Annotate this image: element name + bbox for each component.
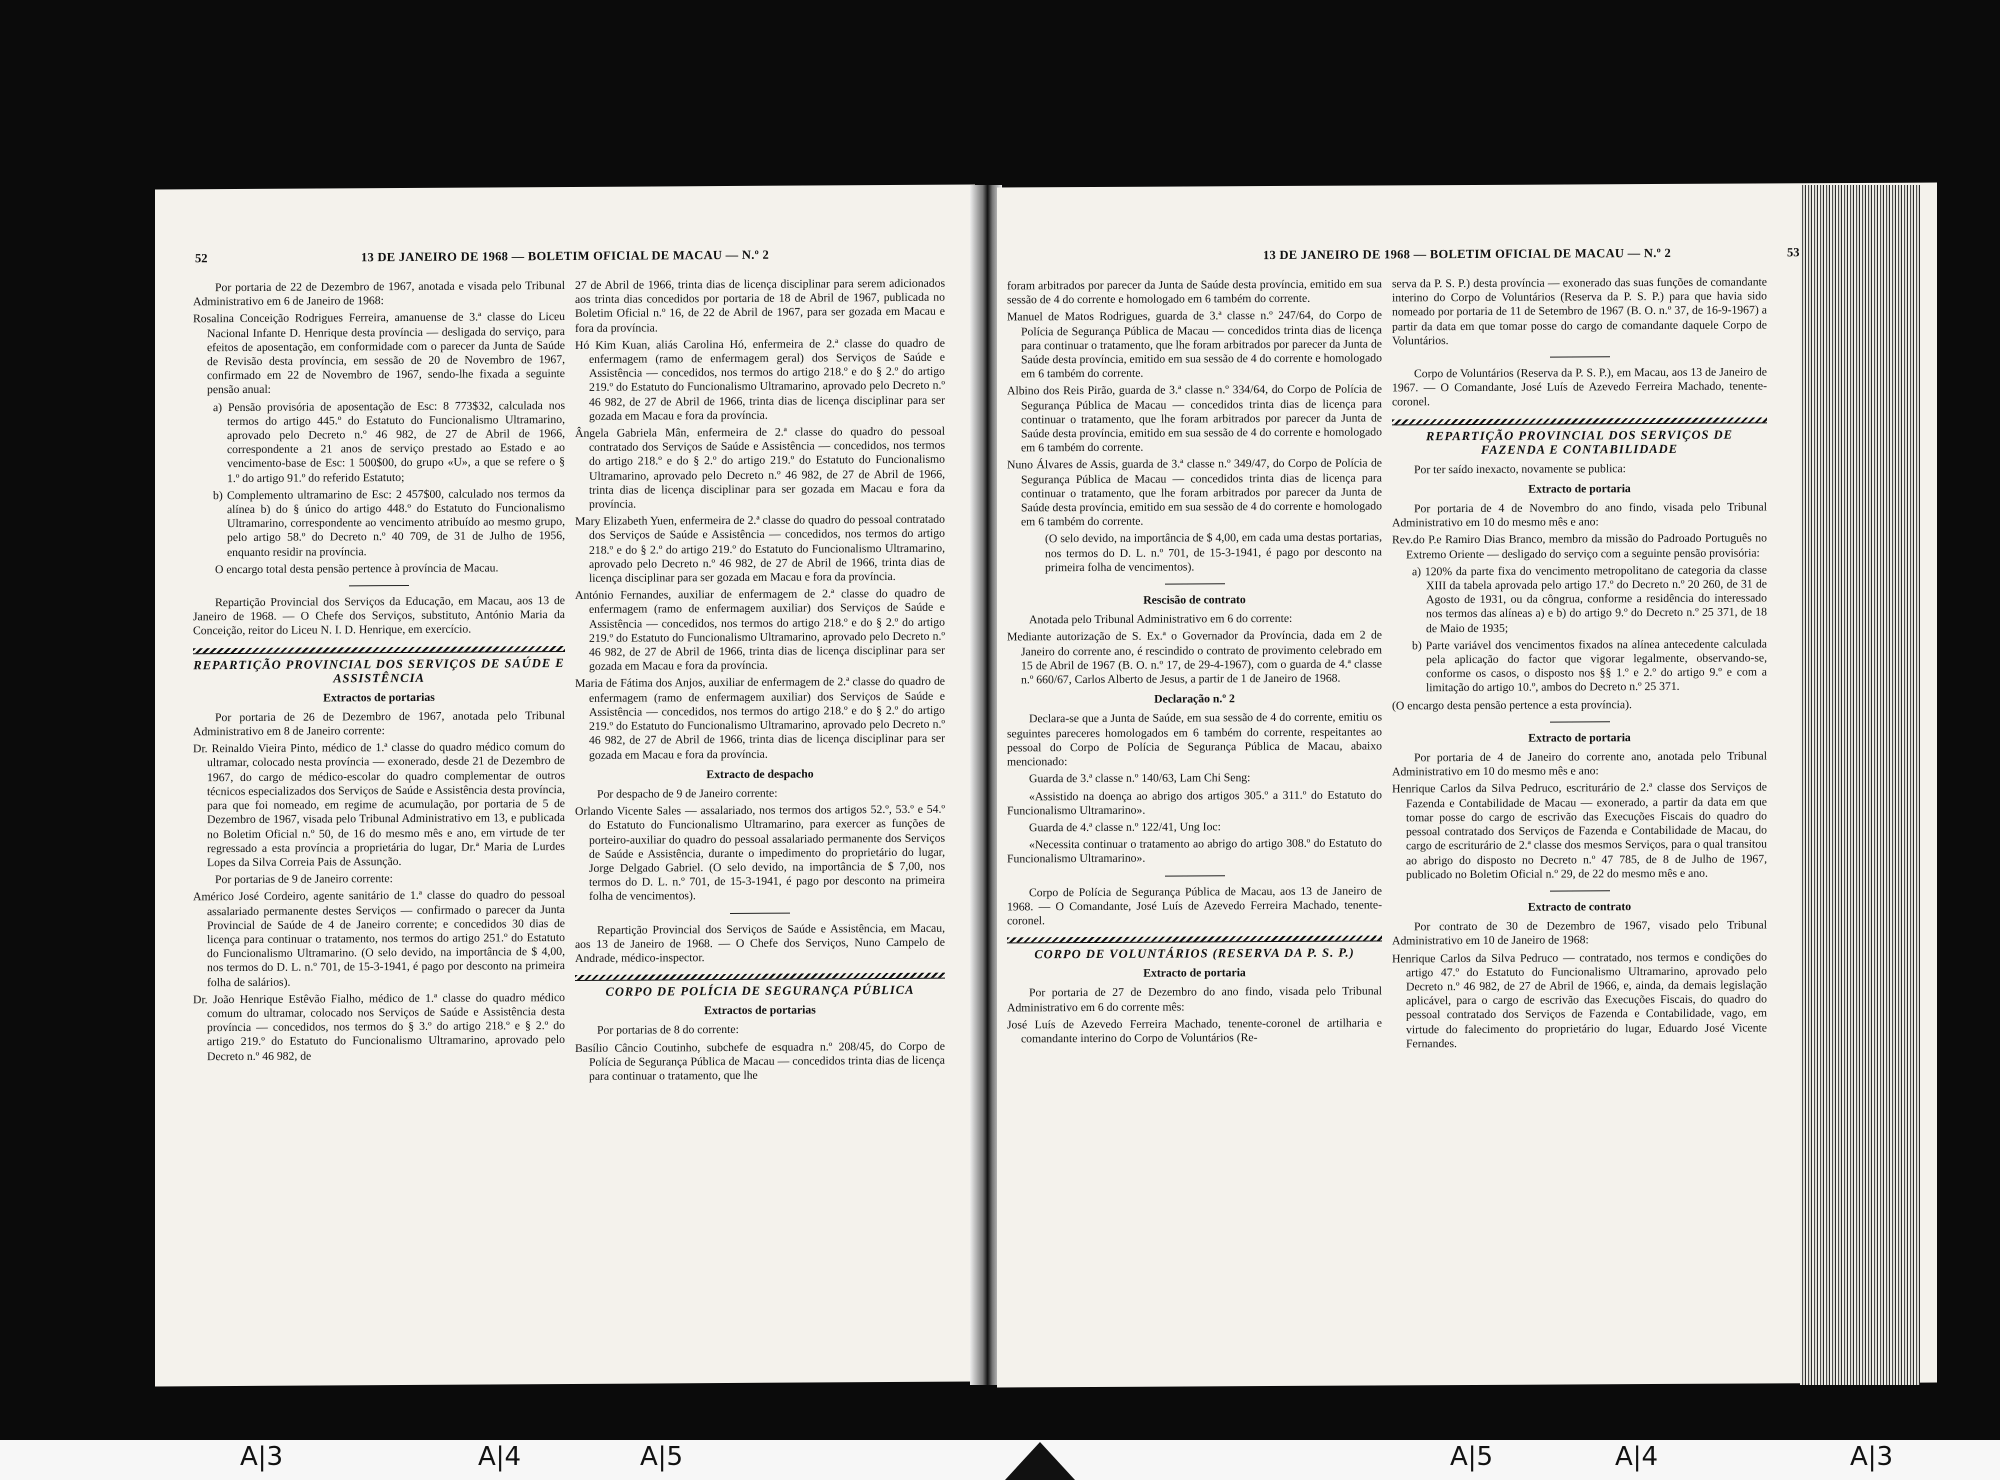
subheading: Extracto de portaria	[1528, 731, 1631, 745]
running-title: 13 DE JANEIRO DE 1968 — BOLETIM OFICIAL DE MACAU — N.º 2	[1262, 245, 1672, 263]
paragraph: Dr. João Henrique Estêvão Fialho, médico de 1.ª classe do quadro médico comum do ultramar, colocado nos Serviços de Saúde e Assistência desta província — concedidos, nos termos do § 3.º do artigo 218.º e § 2.º do artigo 219.º do Estatuto do Funcionalismo Ultramarino, aprovado pelo Decreto n.º 46 982, de	[193, 990, 565, 1063]
film-mark: A|3	[240, 1442, 284, 1472]
paragraph: 27 de Abril de 1966, trinta dias de licença disciplinar para serem adicionados aos trinta dias concedidos por portaria de 18 de Abril de 1967, publicada no Boletim Oficial n.º 16, de 22 de Abril de 1967, para ser gozada em Macau e fora da província.	[575, 276, 945, 335]
divider	[730, 912, 790, 913]
signature-paragraph: Repartição Provincial dos Serviços de Saúde e Assistência, em Macau, aos 13 de Janeiro de 1968. — O Chefe dos Serviços, Nuno Campelo de Andrade, médico-inspector.	[575, 921, 945, 965]
running-head	[997, 245, 1937, 274]
ornamental-divider	[1392, 417, 1767, 425]
paragraph: Declara-se que a Junta de Saúde, em sua sessão de 4 do corrente, emitiu os seguintes pareceres homologados em 6 também do corrente, respeitantes ao pessoal do Corpo de Polícia de Segurança Pública de Macau, abaixo mencionado:	[1007, 710, 1382, 769]
paragraph: Orlando Vicente Sales — assalariado, nos termos dos artigos 52.º, 53.º e 54.º do Estatuto do Funcionalismo Ultramarino, para exercer as funções de porteiro-auxiliar do quadro do pessoal assalariado permanente dos Serviços de Saúde e Assistência, durante o impedimento do proprietário do lugar, Jorge Delgado Gabriel. (O selo devido, na importância de $ 7,00, nos termos do D. L. n.º 701, de 15-3-1941, é pago por desconto na primeira folha de vencimentos).	[575, 802, 945, 904]
subheading: Extractos de portarias	[323, 690, 435, 705]
paragraph: Basílio Câncio Coutinho, subchefe de esquadra n.º 208/45, do Corpo de Polícia de Segurança Pública de Macau — concedidos trinta dias de licença para continuar o tratamento, que lhe	[575, 1039, 945, 1083]
paragraph: Anotada pelo Tribunal Administrativo em 6 do corrente:	[1029, 612, 1293, 627]
paragraph: Henrique Carlos da Silva Pedruco — contratado, nos termos e condições do artigo 47.º do Estatuto do Funcionalismo Ultramarino, aprovado pelo Decreto n.º 46 982, de 27 de Abril de 1966, e, ainda, da demais legislação aplicável, para o cargo de escrivão das Execuções Fiscais, do quadro do pessoal contratado dos Serviços de Fazenda e Contabilidade, vago, em virtude do falecimento do proprietário do lugar, Eduardo José Vicente Fernandes.	[1392, 949, 1767, 1051]
subheading: Extracto de despacho	[706, 767, 814, 781]
paragraph: Américo José Cordeiro, agente sanitário de 1.ª classe do quadro do pessoal assalariado permanente destes Serviços — confirmado o parecer da Junta Provincial de Saúde de 4 de Janeiro corrente; e concedidos 30 dias de licença para continuar o tratamento, nos termos do artigo 251.º do Estatuto do Funcionalismo Ultramarino. (O selo devido, na importância de $ 4,00, nos termos do D. L. n.º 701, de 15-3-1941, é pago por desconto na primeira folha de salários).	[193, 888, 565, 989]
divider	[1550, 890, 1610, 891]
paragraph: Por ter saído inexacto, novamente se publica:	[1414, 461, 1626, 476]
right-column-2	[1392, 275, 1767, 1054]
section-heading: CORPO DE POLÍCIA DE SEGURANÇA PÚBLICA	[605, 983, 915, 999]
paragraph: serva da P. S. P.) desta província — exonerado das suas funções de comandante interino do Corpo de Voluntários (Reserva da P. S. P.) para que havia sido nomeado por portaria de 11 de Setembro de 1967 (B. O. n.º 37, de 16-9-1967) a partir da data em que tomar posse do cargo de comandante daquele Corpo de Voluntários.	[1392, 275, 1767, 348]
arrow-up-icon	[1005, 1442, 1075, 1480]
paragraph: Ângela Gabriela Mân, enfermeira de 2.ª classe do quadro do pessoal contratado dos Serviços de Saúde e Assistência — concedidos, nos termos do artigo 218.º e do § 2.º do artigo 219.º do Estatuto do Funcionalismo Ultramarino, aprovado pelo Decreto n.º 46 982, de 27 de Abril de 1966, trinta dias de licença disciplinar para ser gozada em Macau e fora da província.	[575, 424, 945, 511]
quote: «Assistido na doença ao abrigo dos artigos 305.º a 311.º do Estatuto do Funcionalismo Ultramarino».	[1007, 787, 1382, 818]
paragraph: O encargo total desta pensão pertence à província de Macau.	[215, 561, 499, 576]
film-strip	[0, 1440, 2000, 1480]
paragraph: Por despacho de 9 de Janeiro corrente:	[597, 786, 778, 801]
page-edges	[1800, 185, 1920, 1385]
paragraph: Por portarias de 9 de Janeiro corrente:	[215, 872, 393, 887]
divider	[349, 585, 409, 586]
left-page	[155, 184, 975, 1386]
subheading: Extracto de portaria	[1143, 966, 1246, 980]
running-title: 13 DE JANEIRO DE 1968 — BOLETIM OFICIAL DE MACAU — N.º 2	[360, 247, 770, 265]
paragraph: (O selo devido, na importância de $ 4,00, em cada uma destas portarias, nos termos do D. L. n.º 701, de 15-3-1941, é pago por desconto na primeira folha de vencimentos).	[1045, 530, 1382, 575]
paragraph: Albino dos Reis Pirão, guarda de 3.ª classe n.º 334/64, do Corpo de Polícia de Segurança Pública de Macau — concedidos trinta dias de licença para continuar o tratamento, que lhe foram arbitrados por parecer da Junta de Saúde desta província, emitido em sua sessão de 4 do corrente e homologado em 6 também do corrente.	[1007, 382, 1382, 455]
film-mark: A|5	[640, 1442, 684, 1472]
subheading: Rescisão de contrato	[1143, 593, 1246, 607]
paragraph: Por portaria de 27 de Dezembro do ano findo, visada pelo Tribunal Administrativo em 6 do corrente mês:	[1007, 984, 1382, 1014]
film-mark: A|5	[1450, 1442, 1494, 1472]
paragraph: foram arbitrados por parecer da Junta de Saúde desta província, emitido em sua sessão de 4 do corrente e homologado em 6 também do corrente.	[1007, 277, 1382, 307]
subheading: Extracto de portaria	[1528, 481, 1631, 496]
ornamental-divider	[193, 646, 565, 654]
list-item: b) Parte variável dos vencimentos fixados na alínea antecedente calculada pela aplicação do factor que vigorar legalmente, observando-se, conforme os casos, o disposto nos §§ 1.º e 2.º do artigo 9.º e com a limitação do artigo 10.º, ambos do Decreto n.º 25 371.	[1412, 637, 1767, 695]
paragraph: Mary Elizabeth Yuen, enfermeira de 2.ª classe do quadro do pessoal contratado dos Serviços de Saúde e Assistência — concedidos, nos termos do artigo 218.º e do § 2.º do artigo 219.º do Estatuto do Funcionalismo Ultramarino, aprovado pelo Decreto n.º 46 982, de 27 de Abril de 1966, trinta dias de licença disciplinar para ser gozada em Macau e fora da província.	[575, 512, 945, 585]
open-bulletin	[150, 185, 1950, 1385]
film-mark: A|3	[1850, 1442, 1894, 1472]
subheading: Extracto de contrato	[1527, 900, 1632, 914]
subheading: Declaração n.º 2	[1154, 692, 1235, 706]
paragraph: Manuel de Matos Rodrigues, guarda de 3.ª classe n.º 247/64, do Corpo de Polícia de Segurança Pública de Macau — concedidos trinta dias de licença para continuar o tratamento, que lhe foram arbitrados por parecer da Junta de Saúde desta província, emitido em sua sessão de 4 do corrente e homologado em 6 também do corrente.	[1007, 308, 1382, 381]
paragraph: (O encargo desta pensão pertence a esta província).	[1392, 697, 1632, 713]
paragraph: Nuno Álvares de Assis, guarda de 3.ª classe n.º 349/47, do Corpo de Polícia de Segurança Pública de Macau — concedidos trinta dias de licença para continuar o tratamento, que lhe foram arbitrados por parecer da Junta de Saúde desta província, emitido em sua sessão de 4 do corrente e homologado em 6 também do corrente.	[1007, 456, 1382, 529]
list-item: b) Complemento ultramarino de Esc: 2 457$00, calculado nos termos da alínea b) do § único do artigo 448.º do Estatuto do Funcionalismo Ultramarino, correspondente ao vencimento atribuído ao mesmo grupo, pelo artigo 58.º do Decreto n.º 40 709, de 31 de Julho de 1956, enquanto residir na província.	[213, 486, 565, 559]
paragraph: Dr. Reinaldo Vieira Pinto, médico de 1.ª classe do quadro médico comum do ultramar, colocado nesta província — exonerado, desde 21 de Dezembro de 1967, do cargo de médico-escolar do quadro complementar de outros técnicos especializados dos Serviços de Saúde e Assistência desta província, para que foi nomeado, em regime de acumulação, por portaria de 5 de Dezembro de 1967, visada pelo Tribunal Administrativo em 13, e publicada no Boletim Oficial n.º 50, de 16 do mesmo mês e ano, em virtude de ter regressado a esta província a proprietária do lugar, Dr.ª Maria de Lurdes Lopes da Silva Correia Pais de Assunção.	[193, 740, 565, 870]
film-mark: A|4	[478, 1442, 522, 1472]
list-item: a) Pensão provisória de aposentação de Esc: 8 773$32, calculada nos termos do artigo 445.º do Estatuto do Funcionalismo Ultramarino, aprovado pelo Decreto n.º 46 982, de 27 de Abril de 1966, correspondente a 21 anos de serviço prestado ao Estado e ao vencimento-base de Esc: 1 500$00, do grupo «U», a que se refere o § 1.º do artigo 91.º do referido Estatuto;	[213, 398, 565, 485]
paragraph: Guarda de 3.ª classe n.º 140/63, Lam Chi Seng:	[1029, 771, 1251, 786]
list-item: a) 120% da parte fixa do vencimento metropolitano de categoria da classe XIII da tabela aprovada pelo artigo 17.º do Decreto n.º 20 260, de 31 de Agosto de 1931, ou da côngrua, conforme a residência do interessado nos termos das alíneas a) e b) do artigo 9.º do Decreto n.º 25 371, de 18 de Maio de 1935;	[1412, 563, 1767, 635]
ornamental-divider	[1007, 936, 1382, 944]
paragraph: Por portaria de 26 de Dezembro de 1967, anotada pelo Tribunal Administrativo em 8 de Janeiro corrente:	[193, 708, 565, 739]
paragraph: José Luís de Azevedo Ferreira Machado, tenente-coronel de artilharia e comandante interino do Corpo de Voluntários (Re-	[1007, 1016, 1382, 1046]
paragraph: Guarda de 4.ª classe n.º 122/41, Ung Ioc:	[1029, 820, 1221, 835]
paragraph: Rev.do P.e Ramiro Dias Branco, membro da missão do Padroado Português no Extremo Oriente — desligado do serviço com a seguinte pensão provisória:	[1392, 531, 1767, 561]
section-heading: REPARTIÇÃO PROVINCIAL DOS SERVIÇOS DE SAÚDE E ASSISTÊNCIA	[193, 655, 565, 686]
paragraph: Mediante autorização de S. Ex.ª o Governador da Província, dada em 2 de Janeiro do corrente ano, é rescindido o contrato de provimento celebrado em 15 de Abril de 1967 (B. O. n.º 17, de 29-4-1967), com o guarda de 4.ª classe n.º 660/67, Carlos Alberto de Jesus, a partir de 1 de Janeiro de 1968.	[1007, 628, 1382, 687]
film-mark: A|4	[1615, 1442, 1659, 1472]
section-heading: REPARTIÇÃO PROVINCIAL DOS SERVIÇOS DE FAZENDA E CONTABILIDADE	[1426, 427, 1733, 457]
signature-paragraph: Corpo de Polícia de Segurança Pública de Macau, aos 13 de Janeiro de 1968. — O Comandante, José Luís de Azevedo Ferreira Machado, tenente-coronel.	[1007, 883, 1382, 928]
page-number: 53	[1787, 245, 1800, 260]
divider	[1550, 721, 1610, 722]
right-page	[997, 183, 1937, 1388]
left-column-1	[193, 279, 565, 1067]
divider	[1165, 583, 1225, 584]
paragraph: Hó Kim Kuan, aliás Carolina Hó, enfermeira de 2.ª classe do quadro de enfermagem (ramo de enfermagem geral) dos Serviços de Saúde e Assistência — concedidos, nos termos do artigo 218.º e do § 2.º do artigo 219.º do Estatuto do Funcionalismo Ultramarino, aprovado pelo Decreto n.º 46 982, de 27 de Abril de 1966, trinta dias de licença disciplinar para ser gozada em Macau e fora da província.	[575, 336, 945, 423]
right-column-1	[1007, 277, 1382, 1049]
page-number: 52	[195, 251, 208, 266]
running-head	[155, 246, 975, 275]
ornamental-divider	[575, 973, 945, 981]
signature-paragraph: Corpo de Voluntários (Reserva da P. S. P.), em Macau, aos 13 de Janeiro de 1967. — O Comandante, José Luís de Azevedo Ferreira Machado, tenente-coronel.	[1392, 365, 1767, 409]
paragraph: Henrique Carlos da Silva Pedruco, escriturário de 2.ª classe dos Serviços de Fazenda e Contabilidade de Macau — exonerado, a partir da data em que tomar posse do cargo de escrivão das Execuções Fiscais do quadro do pessoal contratado dos Serviços de Fazenda e Contabilidade de Macau, do cargo de escriturário de 2.ª classe dos mesmos Serviços, para o qual transitou ao abrigo do disposto no Decreto n.º 47 785, de 8 de Julho de 1967, publicado no Boletim Oficial n.º 29, de 22 do mesmo mês e ano.	[1392, 780, 1767, 882]
paragraph: Maria de Fátima dos Anjos, auxiliar de enfermagem de 2.ª classe do quadro de enfermagem (ramo de enfermagem auxiliar) dos Serviços de Saúde e Assistência — concedidos, nos termos do artigo 218.º e do § 2.º do artigo 219.º do Estatuto do Funcionalismo Ultramarino, aprovado pelo Decreto n.º 46 982, de 27 de Abril de 1966, trinta dias de licença disciplinar para ser gozada em Macau e fora da província.	[575, 675, 945, 762]
paragraph: Por portaria de 4 de Janeiro do corrente ano, anotada pelo Tribunal Administrativo em 10 do mesmo mês e ano:	[1392, 749, 1767, 779]
section-heading: CORPO DE VOLUNTÁRIOS (RESERVA DA P. S. P.)	[1034, 945, 1355, 962]
subheading: Extractos de portarias	[704, 1003, 816, 1018]
paragraph: Rosalina Conceição Rodrigues Ferreira, amanuense de 3.ª classe do Liceu Nacional Infante D. Henrique desta província — desligada do serviço, para efeitos de aposentação, em conformidade com o parecer da Junta de Saúde de Revisão desta província, em sessão de 20 de Novembro de 1967, confirmado em 22 de Novembro de 1967, sendo-lhe fixada a seguinte pensão anual:	[193, 310, 565, 397]
paragraph: Por portaria de 22 de Dezembro de 1967, anotada e visada pelo Tribunal Administrativo em 6 de Janeiro de 1968:	[193, 279, 565, 309]
quote: «Necessita continuar o tratamento ao abrigo do artigo 308.º do Estatuto do Funcionalismo Ultramarino».	[1007, 836, 1382, 866]
paragraph: Por portaria de 4 de Novembro do ano findo, visada pelo Tribunal Administrativo em 10 do mesmo mês e ano:	[1392, 500, 1767, 530]
paragraph: António Fernandes, auxiliar de enfermagem de 2.ª classe do quadro de enfermagem (ramo de enfermagem auxiliar) dos Serviços de Saúde e Assistência — concedidos, nos termos do artigo 218.º e do § 2.º do artigo 219.º do Estatuto do Funcionalismo Ultramarino, aprovado pelo Decreto n.º 46 982, de 27 de Abril de 1966, trinta dias de licença disciplinar para ser gozada em Macau e fora da província.	[575, 586, 945, 674]
paragraph: Por contrato de 30 de Dezembro de 1967, visado pelo Tribunal Administrativo em 10 de Janeiro de 1968:	[1392, 918, 1767, 948]
signature-paragraph: Repartição Provincial dos Serviços da Educação, em Macau, aos 13 de Janeiro de 1968. — O Chefe dos Serviços, substituto, António Maria da Conceição, reitor do Liceu N. I. D. Henrique, em exercício.	[193, 594, 565, 638]
divider	[1165, 875, 1225, 876]
left-column-2	[575, 277, 945, 1087]
divider	[1550, 356, 1610, 357]
paragraph: Por portarias de 8 do corrente:	[597, 1023, 739, 1038]
